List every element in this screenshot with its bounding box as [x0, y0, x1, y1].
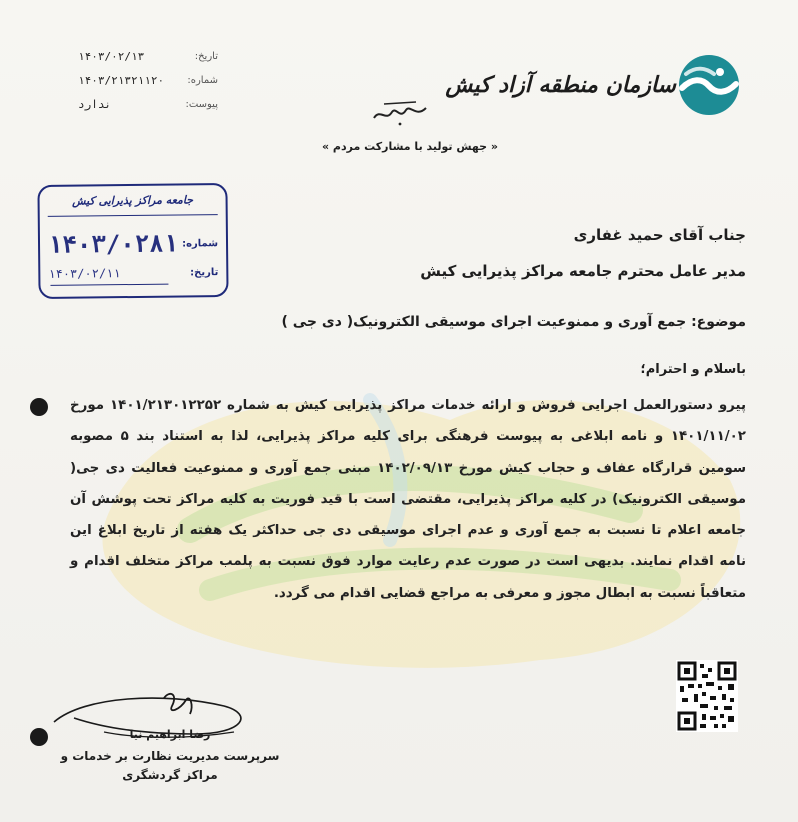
kish-free-zone-logo: [437, 52, 742, 118]
slogan: « جهش تولید با مشارکت مردم »: [321, 140, 499, 153]
org-name: سازمان منطقه آزاد کیش: [445, 72, 676, 98]
meta-date-label: تاریخ:: [194, 50, 218, 62]
recipient-title: مدیر عامل محترم جامعه مراکز پذیرایی کیش: [420, 262, 746, 280]
stamp-date-row: [48, 265, 218, 281]
stamp-number: ۱۴۰۳/۰۲۸۱: [47, 229, 179, 259]
greeting: باسلام و احترام؛: [640, 362, 746, 377]
meta-date-row: [78, 44, 218, 68]
letter-meta: [78, 44, 218, 116]
meta-number-value: ۱۴۰۳/۲۱۳۲۱۱۲۰: [78, 73, 165, 87]
letter-body: پیرو دستورالعمل اجرایی فروش و ارائه خدمات مراکز پذیرایی کیش به شماره ۱۴۰۱/۲۱۳۰۱۲۲۵۲ مورخ ۱۴۰۱/۱۱/۰۲ و نامه ابلاغی به پیوست فرهنگی برای کلیه مراکز پذیرایی، لذا به استناد بند ۵ مصوبه سومین قرارگاه عفاف و حجاب کیش مورخ ۱۴۰۲/۰۹/۱۳ مبنی جمع آوری و ممنوعیت فعالیت دی جی( موسیقی الکترونیک) در کلیه مراکز پذیرایی، مقتضی است با قید فوریت به کلیه مراکز تحت پوشش آن جامعه اعلام تا نسبت به جمع آوری و عدم اجرای موسیقی دی جی حداکثر یک هفته از تاریخ ابلاغ این نامه اقدام نمایند. بدیهی است در صورت عدم رعایت موارد فوق نسبت به پلمب مراکز متخلف اقدام و متعاقباً نسبت به ابطال مجوز و معرفی به مراجع قضایی اقدام می گردد.: [70, 398, 747, 601]
stamp-number-row: [48, 229, 218, 259]
meta-attachment-label: پیوست:: [185, 98, 218, 110]
stamp-org-name: جامعه مراکز پذیرایی کیش: [48, 193, 218, 217]
meta-number-row: [78, 68, 218, 92]
meta-attachment-value: ندارد: [78, 97, 112, 111]
signer-block: [60, 728, 280, 785]
punch-hole-top: [30, 398, 48, 416]
signer-name: رضا ابراهیم نیا: [129, 728, 211, 741]
received-stamp: [37, 183, 228, 299]
recipient-block: [246, 226, 746, 280]
logo-wave-icon: [676, 52, 742, 118]
meta-attachment-row: [78, 92, 218, 116]
stamp-date-label: تاریخ:: [190, 266, 219, 278]
recipient-name: جناب آقای حمید غفاری: [573, 226, 746, 244]
meta-date-value: ۱۴۰۳/۰۲/۱۳: [78, 49, 145, 63]
stamp-divider: [50, 284, 168, 286]
letter-subject: موضوع: جمع آوری و ممنوعیت اجرای موسیقی الکترونیک( دی جی ): [281, 314, 746, 330]
meta-number-label: شماره:: [187, 74, 218, 86]
bismillah-calligraphy-icon: [370, 98, 430, 128]
stamp-number-label: شماره:: [182, 237, 219, 249]
qr-code-icon: [676, 660, 738, 732]
signer-title: سرپرست مدیریت نظارت بر خدمات و مراکز گردشگری: [60, 749, 280, 782]
stamp-date: ۱۴۰۳/۰۲/۱۱: [48, 266, 121, 281]
